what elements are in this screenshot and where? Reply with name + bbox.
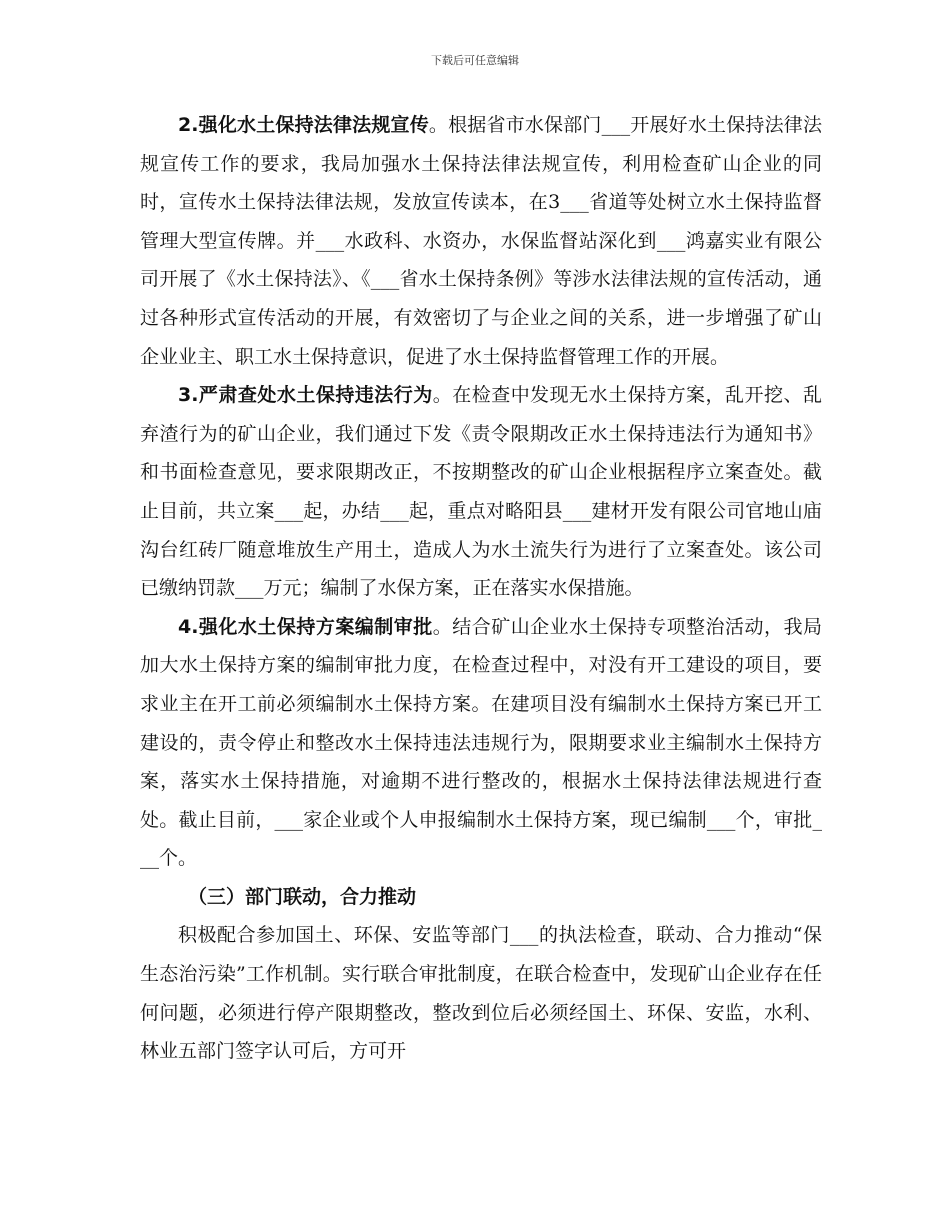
paragraph-joint-action: 积极配合参加国土、环保、安监等部门___的执法检查，联动、合力推动“保生态治污染”工作机制。实行联合审批制度，在联合检查中，发现矿山企业存在任何问题，必须进行停产限期整改，整改到位后必须经国土、环保、安监，水利、林业五部门签字认可后，方可开 (140, 924, 822, 1063)
paragraph-text: 。在检查中发现无水土保持方案，乱开挖、乱弃渣行为的矿山企业，我们通过下发《责令限期改正水土保持违法行为通知书》和书面检查意见，要求限期改正，不按期整改的矿山企业根据程序立案查处。截止目前，共立案___起，办结___起，重点对略阳县___建材开发有限公司官地山庙沟台红砖厂随意堆放生产用土，造成人为水土流失行为进行了立案查处。该公司已缴纳罚款___万元；编制了水保方案，正在落实水保措施。 (140, 384, 822, 600)
page-header: 下载后可任意编辑 (431, 54, 519, 67)
paragraph-violation-investigation (140, 376, 822, 608)
paragraph-law-publicity (140, 106, 822, 376)
paragraph-plan-approval (140, 608, 822, 878)
document-body (140, 106, 822, 1071)
paragraph-text: 。根据省市水保部门___开展好水土保持法律法规宣传工作的要求，我局加强水土保持法律法规宣传，利用检查矿山企业的同时，宣传水土保持法律法规，发放宣传读本，在3___省道等处树立水土保持监督管理大型宣传牌。并___水政科、水资办，水保监督站深化到___鸿嘉实业有限公司开展了《水土保持法》、《___省水土保持条例》等涉水法律法规的宣传活动，通过各种形式宣传活动的开展，有效密切了与企业之间的关系，进一步增强了矿山企业业主、职工水土保持意识，促进了水土保持监督管理工作的开展。 (140, 114, 822, 368)
paragraph-heading: 2.强化水土保持法律法规宣传 (178, 114, 429, 136)
paragraph-heading: 3.严肃查处水土保持违法行为 (178, 384, 433, 407)
paragraph-heading: 4.强化水土保持方案编制审批 (178, 615, 433, 638)
section-heading: （三）部门联动，合力推动 (188, 885, 417, 908)
paragraph-text: 。结合矿山企业水土保持专项整治活动，我局加大水土保持方案的编制审批力度，在检查过程中，对没有开工建设的项目，要求业主在开工前必须编制水土保持方案。在建项目没有编制水土保持方案已开工建设的，责令停止和整改水土保持违法违规行为，限期要求业主编制水土保持方案，落实水土保持措施，对逾期不进行整改的，根据水土保持法律法规进行查处。截止目前，___家企业或个人申报编制水土保持方案，现已编制___个，审批___个。 (140, 615, 822, 870)
